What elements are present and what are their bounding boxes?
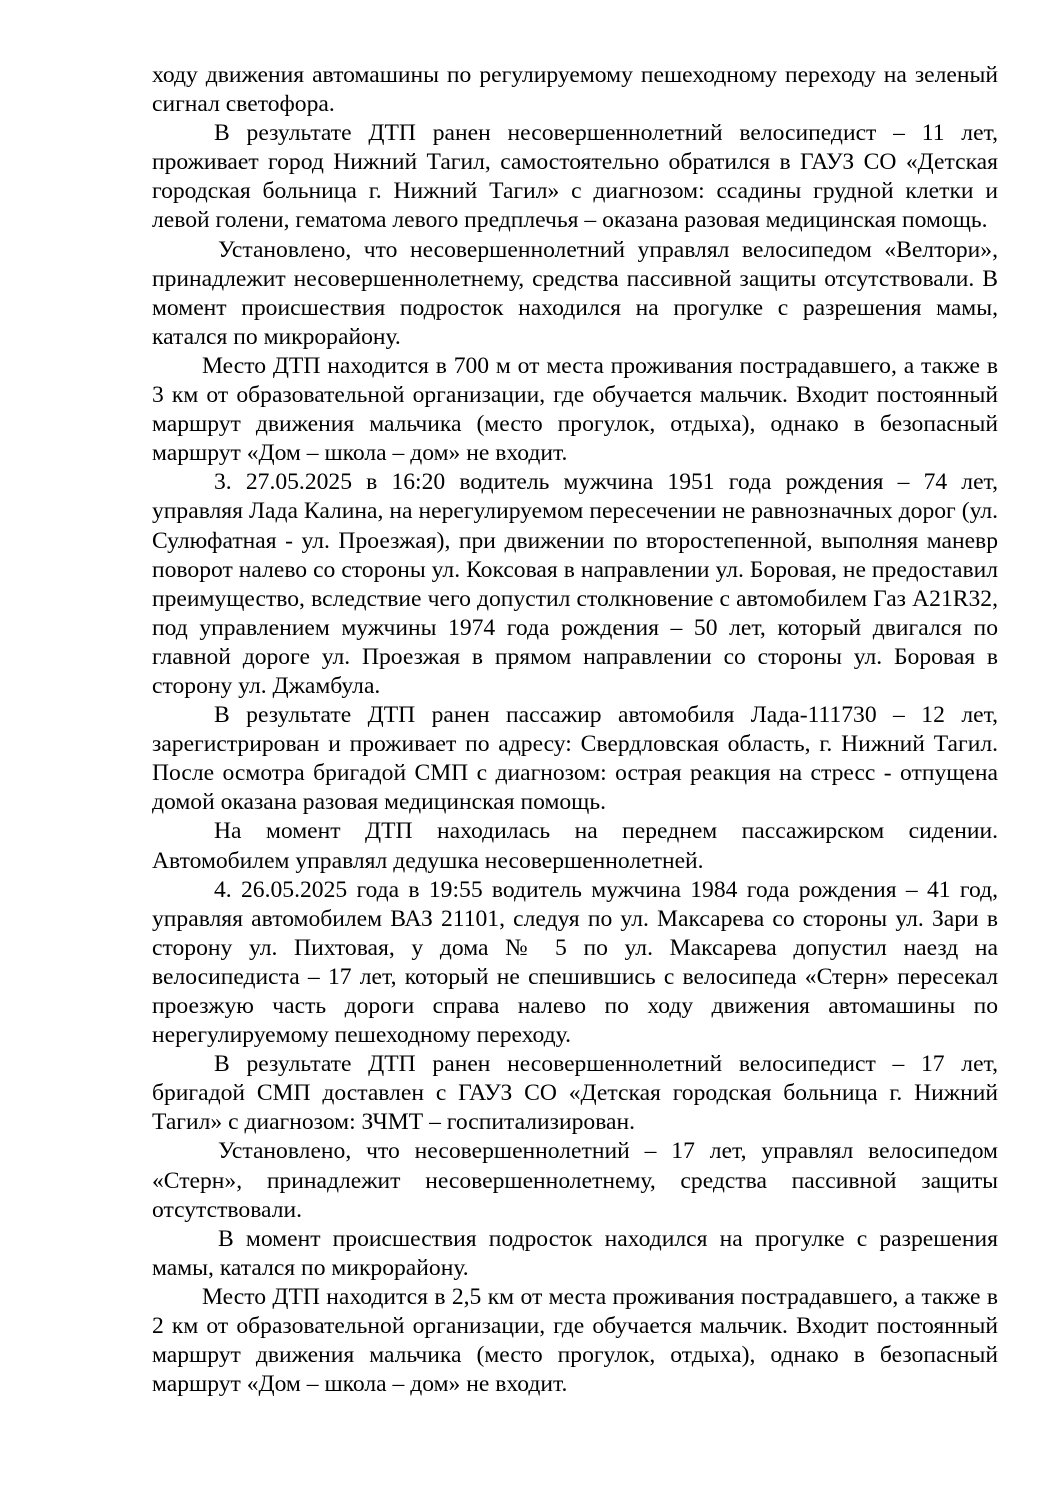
paragraph-injury-cyclist-11: В результате ДТП ранен несовершеннолетний велосипедист – 11 лет, проживает город Нижний Тагил, самостоятельно обратился в ГАУЗ СО «Детская городская больница г. Нижний Тагил» с диагнозом: ссадины грудной клетки и левой голени, гематома левого предплечья – оказана разовая медицинская помощь. xyxy=(152,120,998,234)
paragraph-incident-3: 3. 27.05.2025 в 16:20 водитель мужчина 1951 года рождения – 74 лет, управляя Лада Калина, на нерегулируемом пересечении не равнозначных дорог (ул. Сулюфатная - ул. Проезжая), при движении по второстепенной, выполняя маневр поворот налево со стороны ул. Коксовая в направлении ул. Боровая, не предоставил преимущество, вследствие чего допустил столкновение с автомобилем Газ А21R32, под управлением мужчины 1974 года рождения – 50 лет, который двигался по главной дороге ул. Проезжая в прямом направлении со стороны ул. Боровая в сторону ул. Джамбула. xyxy=(152,469,998,699)
paragraph-injury-cyclist-17: В результате ДТП ранен несовершеннолетний велосипедист – 17 лет, бригадой СМП доставлен с ГАУЗ СО «Детская городская больница г. Нижний Тагил» с диагнозом: ЗЧМТ – госпитализирован. xyxy=(152,1051,998,1136)
paragraph-walk-permission: В момент происшествия подросток находился на прогулке с разрешения мамы, катался по микрорайону. xyxy=(152,1225,998,1281)
paragraph-passenger-seat: На момент ДТП находилась на переднем пассажирском сидении. Автомобилем управлял дедушка несовершеннолетней. xyxy=(152,818,998,874)
document-body xyxy=(152,61,998,1399)
paragraph-bicycle-veltori: Установлено, что несовершеннолетний управлял велосипедом «Велтори», принадлежит несовершеннолетнему, средства пассивной защиты отсутствовали. В момент происшествия подросток находился на прогулке с разрешения мамы, катался по микрорайону. xyxy=(152,236,998,350)
paragraph-location-700m: Место ДТП находится в 700 м от места проживания пострадавшего, а также в 3 км от образовательной организации, где обучается мальчик. Входит постоянный маршрут движения мальчика (место прогулок, отдыха), однако в безопасный маршрут «Дом – школа – дом» не входит. xyxy=(152,352,998,467)
paragraph-crossing-continuation: ходу движения автомашины по регулируемому пешеходному переходу на зеленый сигнал светофора. xyxy=(152,62,998,118)
paragraph-injury-passenger-12: В результате ДТП ранен пассажир автомобиля Лада-111730 – 12 лет, зарегистрирован и проживает по адресу: Свердловская область, г. Нижний Тагил. После осмотра бригадой СМП с диагнозом: острая реакция на стресс - отпущена домой оказана разовая медицинская помощь. xyxy=(152,702,998,816)
paragraph-location-2-5km: Место ДТП находится в 2,5 км от места проживания пострадавшего, а также в 2 км от образовательной организации, где обучается мальчик. Входит постоянный маршрут движения мальчика (место прогулок, отдыха), однако в безопасный маршрут «Дом – школа – дом» не входит. xyxy=(152,1283,998,1398)
paragraph-incident-4: 4. 26.05.2025 года в 19:55 водитель мужчина 1984 года рождения – 41 год, управляя автомобилем ВАЗ 21101, следуя по ул. Максарева со стороны ул. Зари в сторону ул. Пихтовая, у дома № 5 по ул. Максарева допустил наезд на велосипедиста – 17 лет, который не спешившись с велосипеда «Стерн» пересекал проезжую часть дороги справа налево по ходу движения автомашины по нерегулируемому пешеходному переходу. xyxy=(152,876,998,1049)
paragraph-bicycle-stern: Установлено, что несовершеннолетний – 17 лет, управлял велосипедом «Стерн», принадлежит несовершеннолетнему, средства пассивной защиты отсутствовали. xyxy=(152,1138,998,1223)
